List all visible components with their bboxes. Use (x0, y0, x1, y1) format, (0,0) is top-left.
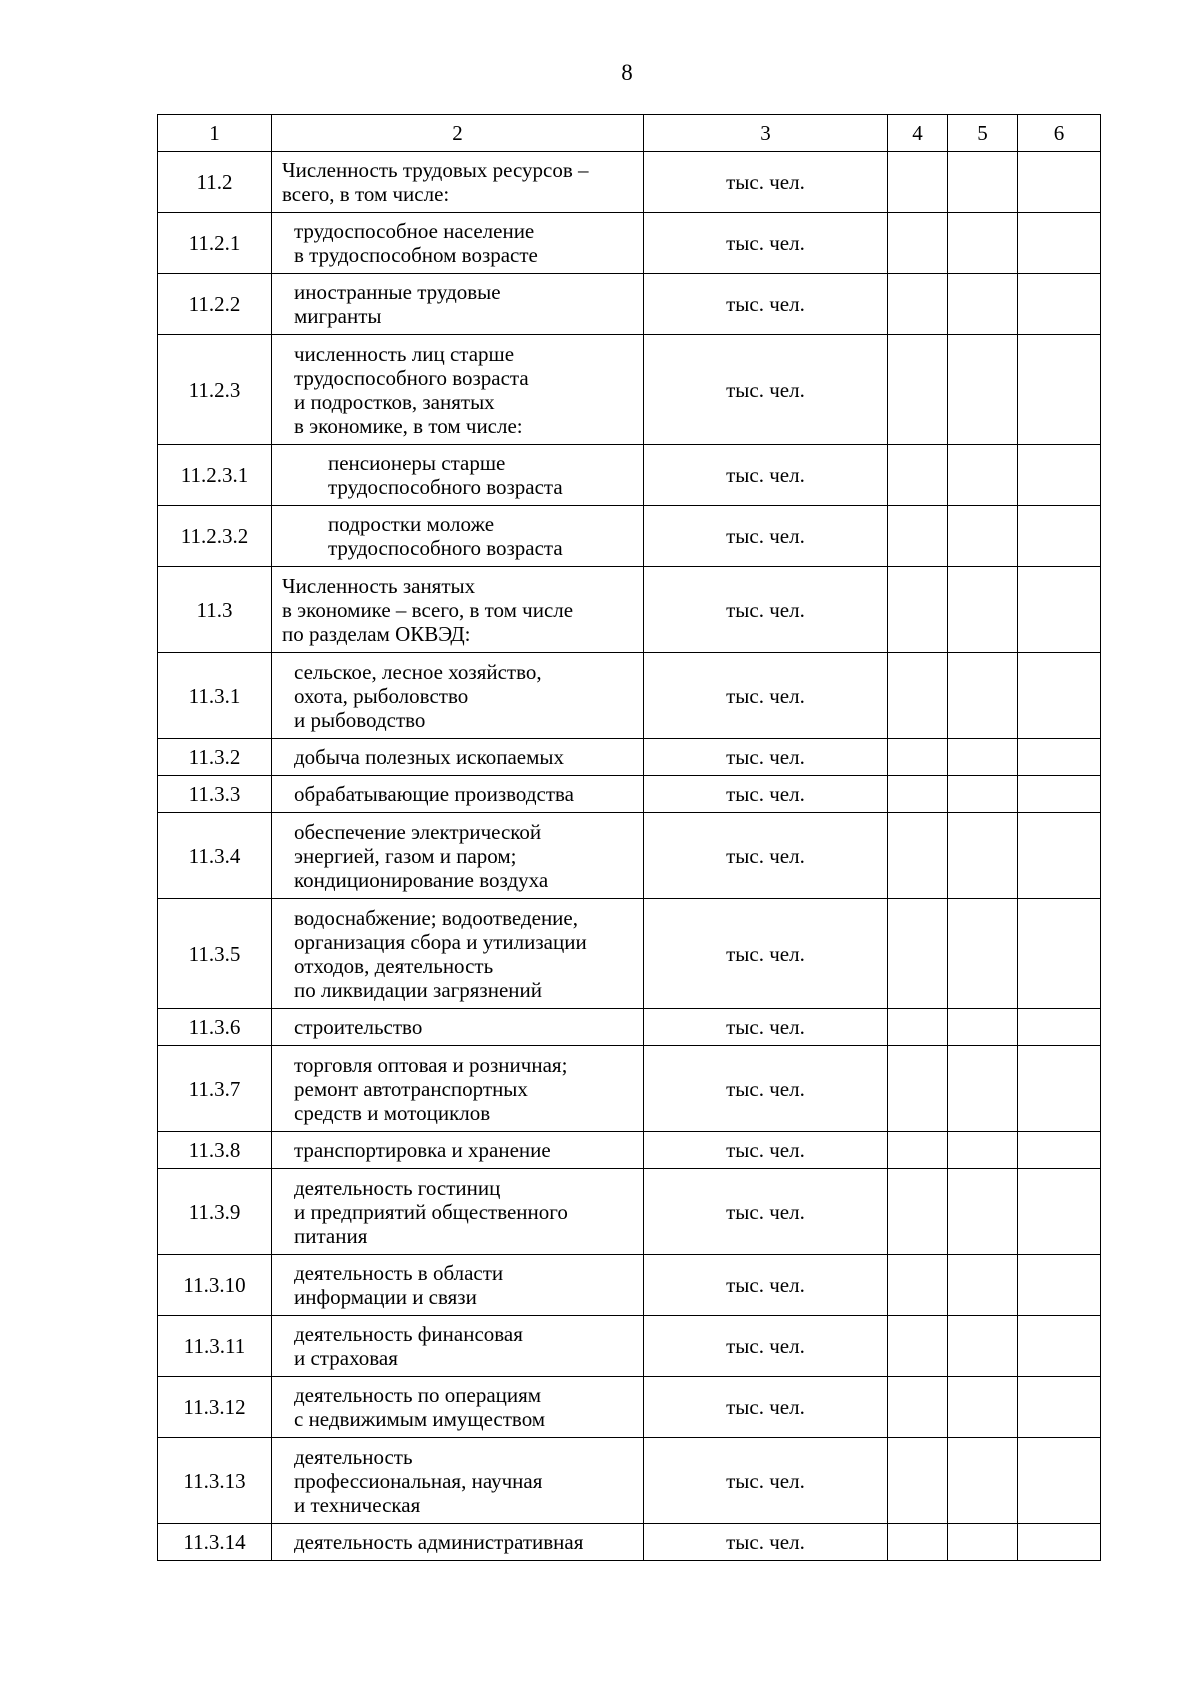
table-row (158, 1255, 1101, 1316)
value-cell-col-6 (1018, 506, 1101, 567)
row-name-line: деятельность административная (294, 1530, 584, 1554)
row-name-line: в трудоспособном возрасте (294, 243, 538, 267)
page-number: 8 (621, 60, 633, 85)
table-row (158, 813, 1101, 899)
row-unit: тыс. чел. (644, 567, 888, 653)
column-header: 1 (158, 115, 272, 152)
table-row (158, 567, 1101, 653)
value-cell-col-5 (948, 1169, 1018, 1255)
row-code: 11.3.1 (158, 653, 272, 739)
row-name (272, 1132, 644, 1169)
row-unit: тыс. чел. (644, 213, 888, 274)
row-unit: тыс. чел. (644, 335, 888, 445)
value-cell-col-6 (1018, 445, 1101, 506)
value-cell-col-5 (948, 1524, 1018, 1561)
row-code: 11.3.3 (158, 776, 272, 813)
value-cell-col-4 (888, 567, 948, 653)
table-row (158, 506, 1101, 567)
value-cell-col-5 (948, 1377, 1018, 1438)
row-unit: тыс. чел. (644, 1377, 888, 1438)
row-name-line: ремонт автотранспортных (294, 1076, 528, 1101)
row-name-line: питания (294, 1223, 368, 1248)
row-code: 11.3.14 (158, 1524, 272, 1561)
row-code: 11.3 (158, 567, 272, 653)
row-name-line: в экономике – всего, в том числе (282, 597, 574, 622)
value-cell-col-6 (1018, 776, 1101, 813)
row-unit: тыс. чел. (644, 1169, 888, 1255)
column-header: 6 (1018, 115, 1101, 152)
row-name-line: отходов, деятельность (294, 953, 494, 978)
row-name-line: водоснабжение; водоотведение, (294, 905, 578, 930)
row-name-line: строительство (294, 1015, 423, 1039)
row-name (272, 335, 644, 445)
value-cell-col-4 (888, 274, 948, 335)
value-cell-col-4 (888, 813, 948, 899)
row-name-line: деятельность (294, 1444, 413, 1469)
value-cell-col-4 (888, 152, 948, 213)
value-cell-col-5 (948, 1046, 1018, 1132)
row-code: 11.3.5 (158, 899, 272, 1009)
header-row (158, 115, 1101, 152)
row-name (272, 1009, 644, 1046)
row-name-line: подростки моложе (328, 512, 495, 536)
row-name-line: по разделам ОКВЭД: (282, 621, 471, 646)
row-name-line: информации и связи (294, 1285, 477, 1309)
value-cell-col-5 (948, 1009, 1018, 1046)
value-cell-col-5 (948, 813, 1018, 899)
value-cell-col-4 (888, 335, 948, 445)
row-unit: тыс. чел. (644, 1132, 888, 1169)
row-name-line: и страховая (294, 1346, 398, 1370)
row-name-line: средств и мотоциклов (294, 1100, 491, 1125)
row-code: 11.2.2 (158, 274, 272, 335)
row-name-line: деятельность гостиниц (294, 1175, 501, 1200)
row-code: 11.3.11 (158, 1316, 272, 1377)
row-name-line: профессиональная, научная (294, 1468, 543, 1493)
row-code: 11.3.13 (158, 1438, 272, 1524)
row-name-line: трудоспособное население (294, 219, 535, 243)
value-cell-col-4 (888, 1009, 948, 1046)
value-cell-col-4 (888, 1524, 948, 1561)
row-name-line: и подростков, занятых (294, 389, 495, 414)
table-row (158, 335, 1101, 445)
value-cell-col-6 (1018, 335, 1101, 445)
row-code: 11.3.6 (158, 1009, 272, 1046)
value-cell-col-5 (948, 1316, 1018, 1377)
row-code: 11.2.3.2 (158, 506, 272, 567)
row-name-line: добыча полезных ископаемых (294, 745, 564, 769)
value-cell-col-4 (888, 899, 948, 1009)
value-cell-col-5 (948, 1132, 1018, 1169)
row-name-line: всего, в том числе: (282, 182, 450, 206)
row-name (272, 1524, 644, 1561)
row-code: 11.3.12 (158, 1377, 272, 1438)
row-name (272, 813, 644, 899)
table-row (158, 445, 1101, 506)
value-cell-col-5 (948, 152, 1018, 213)
row-code: 11.3.4 (158, 813, 272, 899)
row-name (272, 1438, 644, 1524)
column-header: 4 (888, 115, 948, 152)
column-header: 5 (948, 115, 1018, 152)
row-name-line: и рыбоводство (294, 707, 426, 732)
row-name-line: трудоспособного возраста (328, 475, 563, 499)
row-unit: тыс. чел. (644, 1524, 888, 1561)
value-cell-col-5 (948, 213, 1018, 274)
value-cell-col-4 (888, 1377, 948, 1438)
row-name-line: иностранные трудовые (294, 280, 501, 304)
row-unit: тыс. чел. (644, 1009, 888, 1046)
row-name-line: торговля оптовая и розничная; (294, 1052, 568, 1077)
row-name (272, 152, 644, 213)
row-name (272, 776, 644, 813)
column-header: 3 (644, 115, 888, 152)
row-unit: тыс. чел. (644, 776, 888, 813)
row-unit: тыс. чел. (644, 1255, 888, 1316)
row-name-line: по ликвидации загрязнений (294, 977, 542, 1002)
row-name (272, 653, 644, 739)
value-cell-col-6 (1018, 1046, 1101, 1132)
row-name (272, 567, 644, 653)
value-cell-col-5 (948, 445, 1018, 506)
row-name-line: трудоспособного возраста (328, 536, 563, 560)
value-cell-col-4 (888, 1316, 948, 1377)
value-cell-col-5 (948, 1438, 1018, 1524)
row-code: 11.3.9 (158, 1169, 272, 1255)
row-unit: тыс. чел. (644, 899, 888, 1009)
row-name-line: деятельность в области (294, 1261, 504, 1285)
row-name (272, 445, 644, 506)
value-cell-col-6 (1018, 739, 1101, 776)
row-name-line: Численность трудовых ресурсов – (282, 158, 589, 182)
row-name (272, 1169, 644, 1255)
row-name (272, 506, 644, 567)
row-name (272, 1046, 644, 1132)
value-cell-col-4 (888, 1046, 948, 1132)
table-row (158, 274, 1101, 335)
value-cell-col-6 (1018, 152, 1101, 213)
row-code: 11.2.1 (158, 213, 272, 274)
row-name-line: обеспечение электрической (294, 819, 542, 844)
row-name (272, 1255, 644, 1316)
value-cell-col-6 (1018, 274, 1101, 335)
row-name (272, 274, 644, 335)
row-name (272, 739, 644, 776)
row-code: 11.3.8 (158, 1132, 272, 1169)
value-cell-col-6 (1018, 1132, 1101, 1169)
row-code: 11.2.3.1 (158, 445, 272, 506)
table-row (158, 152, 1101, 213)
value-cell-col-5 (948, 899, 1018, 1009)
value-cell-col-5 (948, 274, 1018, 335)
value-cell-col-4 (888, 1438, 948, 1524)
row-name (272, 213, 644, 274)
table-row (158, 776, 1101, 813)
value-cell-col-6 (1018, 1255, 1101, 1316)
row-name-line: и предприятий общественного (294, 1199, 568, 1224)
value-cell-col-5 (948, 567, 1018, 653)
row-unit: тыс. чел. (644, 813, 888, 899)
row-unit: тыс. чел. (644, 506, 888, 567)
table-row (158, 1132, 1101, 1169)
value-cell-col-5 (948, 506, 1018, 567)
value-cell-col-4 (888, 213, 948, 274)
table-row (158, 1524, 1101, 1561)
value-cell-col-4 (888, 1255, 948, 1316)
row-unit: тыс. чел. (644, 152, 888, 213)
value-cell-col-6 (1018, 567, 1101, 653)
table-row (158, 1438, 1101, 1524)
value-cell-col-6 (1018, 213, 1101, 274)
table-row (158, 1046, 1101, 1132)
value-cell-col-4 (888, 506, 948, 567)
table-row (158, 1169, 1101, 1255)
row-name-line: пенсионеры старше (328, 451, 506, 475)
row-code: 11.2 (158, 152, 272, 213)
row-name-line: охота, рыболовство (294, 683, 469, 708)
value-cell-col-6 (1018, 1438, 1101, 1524)
indicators-table (157, 114, 1101, 1561)
row-name-line: кондиционирование воздуха (294, 867, 549, 892)
table-row (158, 213, 1101, 274)
row-code: 11.2.3 (158, 335, 272, 445)
row-name-line: энергией, газом и паром; (294, 843, 517, 868)
row-name-line: Численность занятых (282, 573, 476, 598)
row-unit: тыс. чел. (644, 274, 888, 335)
row-code: 11.3.2 (158, 739, 272, 776)
value-cell-col-5 (948, 739, 1018, 776)
row-name-line: обрабатывающие производства (294, 782, 574, 806)
row-name-line: с недвижимым имуществом (294, 1407, 546, 1431)
table-row (158, 739, 1101, 776)
row-name-line: мигранты (294, 304, 382, 328)
row-name-line: сельское, лесное хозяйство, (294, 659, 542, 684)
value-cell-col-4 (888, 1169, 948, 1255)
value-cell-col-4 (888, 445, 948, 506)
row-name-line: и техническая (294, 1492, 421, 1517)
row-name-line: деятельность финансовая (294, 1322, 523, 1346)
row-name (272, 1377, 644, 1438)
value-cell-col-4 (888, 1132, 948, 1169)
value-cell-col-4 (888, 739, 948, 776)
row-name-line: организация сбора и утилизации (294, 929, 587, 954)
table-row (158, 1377, 1101, 1438)
value-cell-col-6 (1018, 1009, 1101, 1046)
value-cell-col-6 (1018, 1169, 1101, 1255)
value-cell-col-4 (888, 776, 948, 813)
row-name (272, 1316, 644, 1377)
row-name (272, 899, 644, 1009)
value-cell-col-6 (1018, 1524, 1101, 1561)
row-name-line: деятельность по операциям (294, 1383, 542, 1407)
value-cell-col-5 (948, 1255, 1018, 1316)
row-code: 11.3.7 (158, 1046, 272, 1132)
value-cell-col-6 (1018, 813, 1101, 899)
row-name-line: транспортировка и хранение (294, 1138, 551, 1162)
row-code: 11.3.10 (158, 1255, 272, 1316)
row-unit: тыс. чел. (644, 1316, 888, 1377)
value-cell-col-6 (1018, 899, 1101, 1009)
table-body (158, 152, 1101, 1561)
table-row (158, 899, 1101, 1009)
table-row (158, 653, 1101, 739)
row-unit: тыс. чел. (644, 739, 888, 776)
value-cell-col-6 (1018, 1377, 1101, 1438)
table-row (158, 1316, 1101, 1377)
column-header: 2 (272, 115, 644, 152)
table-row (158, 1009, 1101, 1046)
value-cell-col-5 (948, 776, 1018, 813)
value-cell-col-4 (888, 653, 948, 739)
value-cell-col-6 (1018, 1316, 1101, 1377)
value-cell-col-5 (948, 335, 1018, 445)
value-cell-col-5 (948, 653, 1018, 739)
row-unit: тыс. чел. (644, 653, 888, 739)
row-unit: тыс. чел. (644, 1046, 888, 1132)
row-name-line: в экономике, в том числе: (294, 413, 523, 438)
row-unit: тыс. чел. (644, 445, 888, 506)
row-name-line: трудоспособного возраста (294, 365, 529, 390)
row-name-line: численность лиц старше (294, 341, 515, 366)
value-cell-col-6 (1018, 653, 1101, 739)
row-unit: тыс. чел. (644, 1438, 888, 1524)
